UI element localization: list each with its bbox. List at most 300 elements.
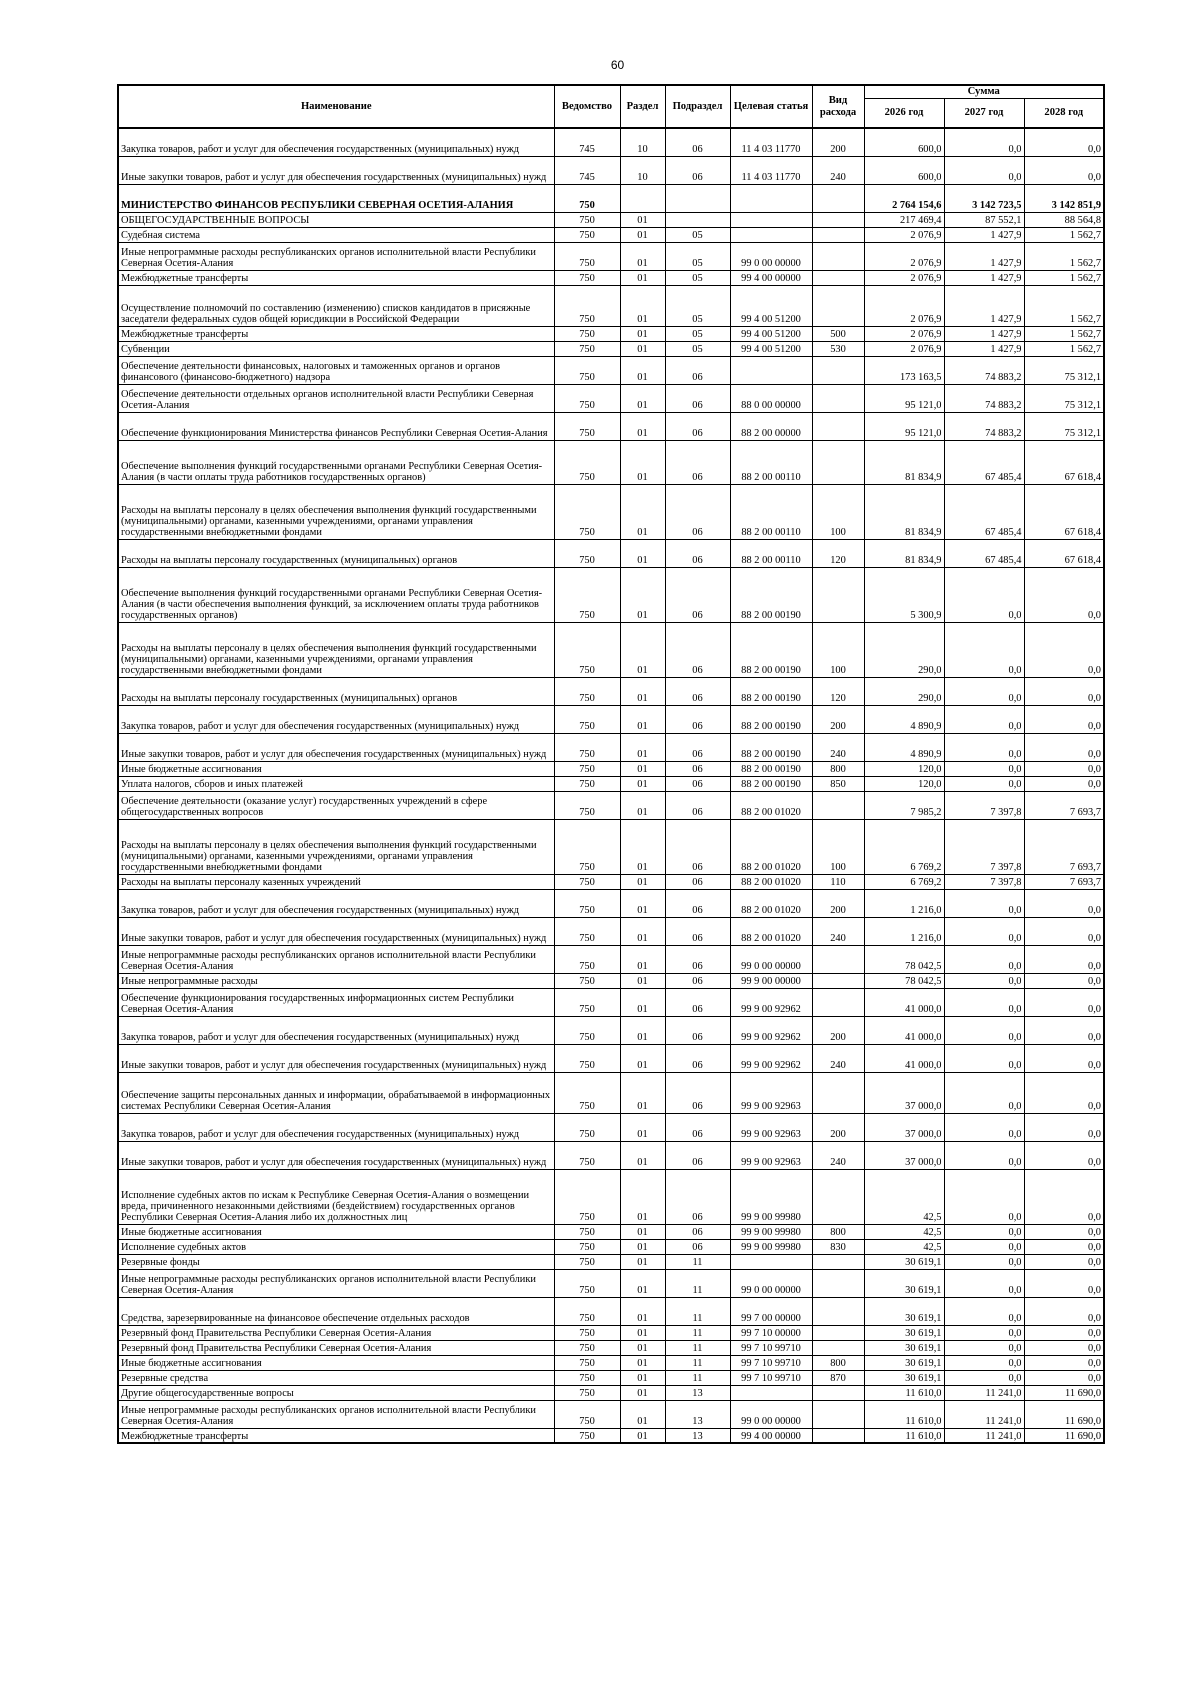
row-sum-2027: 11 241,0: [944, 1400, 1024, 1428]
header-podrazdel: Подраздел: [665, 85, 730, 128]
row-podrazdel: 06: [665, 1072, 730, 1113]
table-row: [118, 356, 1104, 384]
row-razdel: 01: [620, 791, 665, 819]
row-podrazdel: 06: [665, 128, 730, 156]
table-row: [118, 341, 1104, 356]
row-razdel: 10: [620, 156, 665, 184]
row-sum-2028: 1 562,7: [1024, 341, 1104, 356]
row-tselevaya-statya: 99 0 00 00000: [730, 1269, 812, 1297]
row-vid-raskhoda: 200: [812, 705, 864, 733]
row-name: Резервный фонд Правительства Республики Северная Осетия-Алания: [118, 1325, 554, 1340]
row-podrazdel: 06: [665, 889, 730, 917]
table-row: [118, 1239, 1104, 1254]
row-razdel: 01: [620, 227, 665, 242]
row-sum-2027: 0,0: [944, 776, 1024, 791]
row-vid-raskhoda: [812, 791, 864, 819]
row-podrazdel: 06: [665, 1239, 730, 1254]
header-year-2027: 2027 год: [944, 99, 1024, 129]
row-sum-2028: 0,0: [1024, 705, 1104, 733]
row-name: Расходы на выплаты персоналу в целях обеспечения выполнения функций государственными (муниципальными) органами, казенными учреждениями, органами управления государственными внебюджетными фондами: [118, 622, 554, 677]
row-vedomstvo: 750: [554, 1044, 620, 1072]
row-razdel: 01: [620, 1072, 665, 1113]
row-name: Исполнение судебных актов по искам к Республике Северная Осетия-Алания о возмещении вреда, причиненного незаконными действиями (бездействием) государственных органов Республики Северная Осетия-Алания либо их должностных лиц: [118, 1169, 554, 1224]
row-podrazdel: 13: [665, 1400, 730, 1428]
row-sum-2028: 0,0: [1024, 917, 1104, 945]
row-tselevaya-statya: 99 0 00 00000: [730, 242, 812, 270]
row-razdel: 01: [620, 1239, 665, 1254]
row-tselevaya-statya: 99 7 00 00000: [730, 1297, 812, 1325]
row-name: Резервные фонды: [118, 1254, 554, 1269]
row-sum-2026: 30 619,1: [864, 1340, 944, 1355]
row-sum-2027: 0,0: [944, 677, 1024, 705]
row-vid-raskhoda: 200: [812, 128, 864, 156]
row-vedomstvo: 750: [554, 819, 620, 874]
row-vedomstvo: 750: [554, 567, 620, 622]
row-tselevaya-statya: [730, 1385, 812, 1400]
row-podrazdel: 11: [665, 1355, 730, 1370]
row-vid-raskhoda: [812, 945, 864, 973]
row-name: ОБЩЕГОСУДАРСТВЕННЫЕ ВОПРОСЫ: [118, 212, 554, 227]
row-razdel: 01: [620, 484, 665, 539]
row-vid-raskhoda: 800: [812, 1224, 864, 1239]
row-tselevaya-statya: 99 0 00 00000: [730, 1400, 812, 1428]
row-vedomstvo: 745: [554, 128, 620, 156]
header-year-2026: 2026 год: [864, 99, 944, 129]
table-row: [118, 1224, 1104, 1239]
row-sum-2028: 0,0: [1024, 889, 1104, 917]
row-sum-2027: 0,0: [944, 622, 1024, 677]
row-vedomstvo: 750: [554, 705, 620, 733]
row-sum-2026: 1 216,0: [864, 889, 944, 917]
row-vedomstvo: 750: [554, 874, 620, 889]
row-name: Иные непрограммные расходы республиканских органов исполнительной власти Республики Северная Осетия-Алания: [118, 1400, 554, 1428]
table-row: [118, 1072, 1104, 1113]
row-vid-raskhoda: 110: [812, 874, 864, 889]
row-podrazdel: 06: [665, 917, 730, 945]
row-sum-2028: 0,0: [1024, 1072, 1104, 1113]
row-name: Межбюджетные трансферты: [118, 270, 554, 285]
row-razdel: 01: [620, 539, 665, 567]
row-sum-2028: 0,0: [1024, 1355, 1104, 1370]
row-sum-2028: 1 562,7: [1024, 227, 1104, 242]
row-sum-2027: 1 427,9: [944, 341, 1024, 356]
row-vid-raskhoda: [812, 1385, 864, 1400]
row-vid-raskhoda: [812, 1400, 864, 1428]
table-row: [118, 156, 1104, 184]
row-name: Закупка товаров, работ и услуг для обеспечения государственных (муниципальных) нужд: [118, 128, 554, 156]
row-sum-2027: 7 397,8: [944, 819, 1024, 874]
row-razdel: [620, 184, 665, 212]
table-row: [118, 539, 1104, 567]
table-row: [118, 1340, 1104, 1355]
row-sum-2026: 95 121,0: [864, 412, 944, 440]
row-vid-raskhoda: [812, 384, 864, 412]
row-name: МИНИСТЕРСТВО ФИНАНСОВ РЕСПУБЛИКИ СЕВЕРНАЯ ОСЕТИЯ-АЛАНИЯ: [118, 184, 554, 212]
row-name: Закупка товаров, работ и услуг для обеспечения государственных (муниципальных) нужд: [118, 705, 554, 733]
table-row: [118, 1141, 1104, 1169]
row-sum-2026: 41 000,0: [864, 988, 944, 1016]
row-vid-raskhoda: [812, 356, 864, 384]
row-sum-2027: 1 427,9: [944, 285, 1024, 326]
row-sum-2028: 0,0: [1024, 1016, 1104, 1044]
row-razdel: 01: [620, 1385, 665, 1400]
row-name: Иные бюджетные ассигнования: [118, 1224, 554, 1239]
row-tselevaya-statya: [730, 227, 812, 242]
header-summa: Сумма: [864, 85, 1104, 99]
row-sum-2028: 0,0: [1024, 567, 1104, 622]
row-name: Обеспечение деятельности финансовых, налоговых и таможенных органов и органов финансового (финансово-бюджетного) надзора: [118, 356, 554, 384]
row-vedomstvo: 750: [554, 341, 620, 356]
row-sum-2026: 81 834,9: [864, 484, 944, 539]
row-sum-2028: 11 690,0: [1024, 1428, 1104, 1443]
table-row: [118, 484, 1104, 539]
row-vedomstvo: 750: [554, 1269, 620, 1297]
table-header: [118, 85, 1104, 128]
row-razdel: 01: [620, 1355, 665, 1370]
row-sum-2028: 67 618,4: [1024, 440, 1104, 484]
row-razdel: 01: [620, 733, 665, 761]
table-row: [118, 1254, 1104, 1269]
row-name: Исполнение судебных актов: [118, 1239, 554, 1254]
row-podrazdel: 06: [665, 988, 730, 1016]
row-sum-2028: 3 142 851,9: [1024, 184, 1104, 212]
table-row: [118, 1044, 1104, 1072]
table-row: [118, 384, 1104, 412]
row-vid-raskhoda: [812, 973, 864, 988]
row-sum-2028: 67 618,4: [1024, 484, 1104, 539]
row-podrazdel: 06: [665, 1113, 730, 1141]
row-podrazdel: 06: [665, 733, 730, 761]
row-vid-raskhoda: 800: [812, 761, 864, 776]
row-vedomstvo: 750: [554, 227, 620, 242]
row-razdel: 01: [620, 622, 665, 677]
row-tselevaya-statya: 88 2 00 00190: [730, 567, 812, 622]
row-name: Другие общегосударственные вопросы: [118, 1385, 554, 1400]
row-vedomstvo: 750: [554, 484, 620, 539]
row-tselevaya-statya: 11 4 03 11770: [730, 156, 812, 184]
table-row: [118, 412, 1104, 440]
row-sum-2027: 0,0: [944, 1141, 1024, 1169]
row-podrazdel: 05: [665, 326, 730, 341]
header-vedomstvo: Ведомство: [554, 85, 620, 128]
row-podrazdel: 11: [665, 1254, 730, 1269]
row-vedomstvo: 750: [554, 539, 620, 567]
table-row: [118, 677, 1104, 705]
row-vedomstvo: 750: [554, 1428, 620, 1443]
row-sum-2028: 0,0: [1024, 973, 1104, 988]
row-razdel: 01: [620, 973, 665, 988]
row-sum-2027: 0,0: [944, 733, 1024, 761]
row-name: Обеспечение защиты персональных данных и информации, обрабатываемой в информационных системах Республики Северная Осетия-Алания: [118, 1072, 554, 1113]
row-name: Иные закупки товаров, работ и услуг для обеспечения государственных (муниципальных) нужд: [118, 917, 554, 945]
row-razdel: 01: [620, 1169, 665, 1224]
row-tselevaya-statya: 88 2 00 00110: [730, 440, 812, 484]
row-tselevaya-statya: 88 2 00 01020: [730, 791, 812, 819]
table-row: [118, 776, 1104, 791]
row-vid-raskhoda: 200: [812, 1113, 864, 1141]
row-podrazdel: 06: [665, 1016, 730, 1044]
table-row: [118, 973, 1104, 988]
row-vedomstvo: 750: [554, 1370, 620, 1385]
row-podrazdel: 13: [665, 1385, 730, 1400]
row-vid-raskhoda: [812, 1269, 864, 1297]
row-sum-2028: 0,0: [1024, 677, 1104, 705]
row-vid-raskhoda: 530: [812, 341, 864, 356]
row-podrazdel: 11: [665, 1370, 730, 1385]
row-sum-2026: 4 890,9: [864, 705, 944, 733]
row-vedomstvo: 750: [554, 889, 620, 917]
row-name: Расходы на выплаты персоналу в целях обеспечения выполнения функций государственными (муниципальными) органами, казенными учреждениями, органами управления государственными внебюджетными фондами: [118, 819, 554, 874]
row-tselevaya-statya: 88 2 00 00190: [730, 677, 812, 705]
row-vedomstvo: 750: [554, 988, 620, 1016]
row-sum-2026: 78 042,5: [864, 945, 944, 973]
row-vid-raskhoda: [812, 567, 864, 622]
row-sum-2028: 0,0: [1024, 1044, 1104, 1072]
row-sum-2026: 30 619,1: [864, 1254, 944, 1269]
row-vedomstvo: 750: [554, 761, 620, 776]
row-vedomstvo: 750: [554, 945, 620, 973]
row-vid-raskhoda: [812, 412, 864, 440]
row-razdel: 01: [620, 988, 665, 1016]
row-podrazdel: 06: [665, 761, 730, 776]
row-sum-2027: 0,0: [944, 1169, 1024, 1224]
row-sum-2026: 5 300,9: [864, 567, 944, 622]
table-row: [118, 1355, 1104, 1370]
budget-table: [117, 84, 1105, 1444]
row-vid-raskhoda: 830: [812, 1239, 864, 1254]
row-sum-2026: 11 610,0: [864, 1385, 944, 1400]
row-name: Закупка товаров, работ и услуг для обеспечения государственных (муниципальных) нужд: [118, 1016, 554, 1044]
row-name: Обеспечение выполнения функций государственными органами Республики Северная Осетия-Алания (в части оплаты труда работников государственных органов): [118, 440, 554, 484]
table-row: [118, 1169, 1104, 1224]
header-year-2028: 2028 год: [1024, 99, 1104, 129]
row-sum-2027: 0,0: [944, 1325, 1024, 1340]
table-row: [118, 945, 1104, 973]
row-tselevaya-statya: 88 2 00 01020: [730, 819, 812, 874]
row-name: Иные закупки товаров, работ и услуг для обеспечения государственных (муниципальных) нужд: [118, 733, 554, 761]
row-vid-raskhoda: [812, 1325, 864, 1340]
row-razdel: 01: [620, 440, 665, 484]
row-sum-2028: 0,0: [1024, 1224, 1104, 1239]
row-tselevaya-statya: [730, 356, 812, 384]
row-sum-2028: 0,0: [1024, 1297, 1104, 1325]
row-sum-2027: 74 883,2: [944, 412, 1024, 440]
row-name: Иные непрограммные расходы: [118, 973, 554, 988]
row-podrazdel: 11: [665, 1325, 730, 1340]
row-vid-raskhoda: [812, 242, 864, 270]
row-sum-2028: 0,0: [1024, 156, 1104, 184]
table-row: [118, 1428, 1104, 1443]
row-name: Иные закупки товаров, работ и услуг для обеспечения государственных (муниципальных) нужд: [118, 156, 554, 184]
row-sum-2027: 0,0: [944, 567, 1024, 622]
row-podrazdel: 06: [665, 539, 730, 567]
row-podrazdel: 13: [665, 1428, 730, 1443]
row-vedomstvo: 750: [554, 270, 620, 285]
row-sum-2027: 0,0: [944, 156, 1024, 184]
row-sum-2027: 0,0: [944, 988, 1024, 1016]
row-sum-2028: 75 312,1: [1024, 384, 1104, 412]
row-sum-2026: 2 076,9: [864, 341, 944, 356]
row-vedomstvo: 750: [554, 1113, 620, 1141]
row-name: Иные бюджетные ассигнования: [118, 1355, 554, 1370]
row-sum-2028: 0,0: [1024, 945, 1104, 973]
row-sum-2026: 290,0: [864, 677, 944, 705]
row-podrazdel: 05: [665, 341, 730, 356]
row-sum-2028: 0,0: [1024, 1254, 1104, 1269]
row-name: Обеспечение функционирования Министерства финансов Республики Северная Осетия-Алания: [118, 412, 554, 440]
row-name: Резервные средства: [118, 1370, 554, 1385]
row-name: Расходы на выплаты персоналу государственных (муниципальных) органов: [118, 677, 554, 705]
row-vedomstvo: 750: [554, 356, 620, 384]
row-vedomstvo: 750: [554, 1340, 620, 1355]
row-razdel: 01: [620, 1400, 665, 1428]
row-razdel: 01: [620, 874, 665, 889]
row-vid-raskhoda: 800: [812, 1355, 864, 1370]
table-row: [118, 917, 1104, 945]
row-podrazdel: 06: [665, 622, 730, 677]
row-tselevaya-statya: 99 9 00 92962: [730, 1016, 812, 1044]
row-sum-2028: 0,0: [1024, 733, 1104, 761]
row-vid-raskhoda: [812, 212, 864, 227]
row-name: Межбюджетные трансферты: [118, 326, 554, 341]
row-razdel: 01: [620, 761, 665, 776]
row-sum-2027: 3 142 723,5: [944, 184, 1024, 212]
row-podrazdel: 11: [665, 1269, 730, 1297]
row-vid-raskhoda: 100: [812, 484, 864, 539]
row-podrazdel: [665, 212, 730, 227]
row-sum-2026: 37 000,0: [864, 1141, 944, 1169]
row-tselevaya-statya: 99 9 00 00000: [730, 973, 812, 988]
row-tselevaya-statya: 88 2 00 00110: [730, 539, 812, 567]
table-row: [118, 791, 1104, 819]
row-sum-2028: 88 564,8: [1024, 212, 1104, 227]
header-vid-raskhoda: Вид расхода: [812, 85, 864, 128]
table-row: [118, 874, 1104, 889]
row-sum-2028: 11 690,0: [1024, 1400, 1104, 1428]
row-vedomstvo: 750: [554, 1355, 620, 1370]
row-name: Обеспечение деятельности (оказание услуг) государственных учреждений в сфере общегосударственных вопросов: [118, 791, 554, 819]
row-vid-raskhoda: 500: [812, 326, 864, 341]
row-razdel: 01: [620, 819, 665, 874]
row-vedomstvo: 750: [554, 242, 620, 270]
row-name: Расходы на выплаты персоналу государственных (муниципальных) органов: [118, 539, 554, 567]
row-sum-2027: 0,0: [944, 945, 1024, 973]
row-vedomstvo: 750: [554, 440, 620, 484]
row-name: Субвенции: [118, 341, 554, 356]
row-vid-raskhoda: [812, 1072, 864, 1113]
row-sum-2026: 42,5: [864, 1224, 944, 1239]
row-vedomstvo: 750: [554, 1169, 620, 1224]
row-razdel: 01: [620, 1297, 665, 1325]
row-razdel: 01: [620, 1269, 665, 1297]
row-name: Осуществление полномочий по составлению (изменению) списков кандидатов в присяжные заседатели федеральных судов общей юрисдикции в Российской Федерации: [118, 285, 554, 326]
row-name: Обеспечение выполнения функций государственными органами Республики Северная Осетия-Алания (в части обеспечения выполнения функций, за исключением оплаты труда работников государственных органов): [118, 567, 554, 622]
row-tselevaya-statya: 99 7 10 99710: [730, 1370, 812, 1385]
table-row: [118, 622, 1104, 677]
row-razdel: 01: [620, 889, 665, 917]
row-sum-2026: 11 610,0: [864, 1400, 944, 1428]
row-razdel: 01: [620, 1428, 665, 1443]
row-vid-raskhoda: [812, 988, 864, 1016]
table-row: [118, 285, 1104, 326]
row-sum-2027: 0,0: [944, 1297, 1024, 1325]
row-podrazdel: 06: [665, 1169, 730, 1224]
row-vedomstvo: 750: [554, 917, 620, 945]
row-tselevaya-statya: 99 9 00 99980: [730, 1239, 812, 1254]
row-tselevaya-statya: 88 2 00 00190: [730, 733, 812, 761]
row-sum-2028: 0,0: [1024, 1340, 1104, 1355]
row-vedomstvo: 750: [554, 412, 620, 440]
row-sum-2026: 37 000,0: [864, 1113, 944, 1141]
row-podrazdel: 06: [665, 567, 730, 622]
row-sum-2027: 0,0: [944, 917, 1024, 945]
row-sum-2027: 0,0: [944, 1239, 1024, 1254]
row-vid-raskhoda: [812, 184, 864, 212]
row-tselevaya-statya: 88 2 00 00190: [730, 761, 812, 776]
row-sum-2026: 600,0: [864, 128, 944, 156]
row-razdel: 01: [620, 1016, 665, 1044]
row-podrazdel: 06: [665, 1141, 730, 1169]
row-razdel: 01: [620, 326, 665, 341]
row-name: Резервный фонд Правительства Республики Северная Осетия-Алания: [118, 1340, 554, 1355]
table-row: [118, 326, 1104, 341]
row-name: Расходы на выплаты персоналу в целях обеспечения выполнения функций государственными (муниципальными) органами, казенными учреждениями, органами управления государственными внебюджетными фондами: [118, 484, 554, 539]
row-sum-2028: 1 562,7: [1024, 242, 1104, 270]
row-tselevaya-statya: [730, 1254, 812, 1269]
row-tselevaya-statya: 99 9 00 99980: [730, 1169, 812, 1224]
row-tselevaya-statya: 88 2 00 01020: [730, 917, 812, 945]
row-razdel: 01: [620, 341, 665, 356]
table-row: [118, 761, 1104, 776]
row-sum-2027: 0,0: [944, 128, 1024, 156]
row-tselevaya-statya: 99 9 00 92963: [730, 1141, 812, 1169]
row-sum-2026: 2 076,9: [864, 227, 944, 242]
table-row: [118, 184, 1104, 212]
table-row: [118, 212, 1104, 227]
row-sum-2028: 1 562,7: [1024, 285, 1104, 326]
table-row: [118, 1016, 1104, 1044]
row-name: Иные закупки товаров, работ и услуг для обеспечения государственных (муниципальных) нужд: [118, 1044, 554, 1072]
row-sum-2028: 0,0: [1024, 1113, 1104, 1141]
row-sum-2026: 2 076,9: [864, 242, 944, 270]
row-vid-raskhoda: 120: [812, 539, 864, 567]
row-sum-2027: 11 241,0: [944, 1428, 1024, 1443]
row-sum-2027: 67 485,4: [944, 440, 1024, 484]
row-vedomstvo: 750: [554, 384, 620, 412]
row-sum-2026: 30 619,1: [864, 1370, 944, 1385]
row-sum-2027: 7 397,8: [944, 874, 1024, 889]
row-razdel: 01: [620, 242, 665, 270]
row-razdel: 01: [620, 1141, 665, 1169]
row-vid-raskhoda: [812, 1254, 864, 1269]
row-vedomstvo: 750: [554, 1385, 620, 1400]
row-podrazdel: 06: [665, 945, 730, 973]
row-podrazdel: 06: [665, 156, 730, 184]
row-podrazdel: 06: [665, 705, 730, 733]
row-name: Закупка товаров, работ и услуг для обеспечения государственных (муниципальных) нужд: [118, 1113, 554, 1141]
row-razdel: 01: [620, 270, 665, 285]
table-row: [118, 440, 1104, 484]
row-podrazdel: 06: [665, 776, 730, 791]
row-razdel: 10: [620, 128, 665, 156]
row-sum-2026: 6 769,2: [864, 819, 944, 874]
row-sum-2028: 0,0: [1024, 622, 1104, 677]
row-sum-2026: 30 619,1: [864, 1325, 944, 1340]
row-vid-raskhoda: 120: [812, 677, 864, 705]
table-row: [118, 227, 1104, 242]
row-name: Расходы на выплаты персоналу казенных учреждений: [118, 874, 554, 889]
row-tselevaya-statya: 99 4 00 51200: [730, 326, 812, 341]
